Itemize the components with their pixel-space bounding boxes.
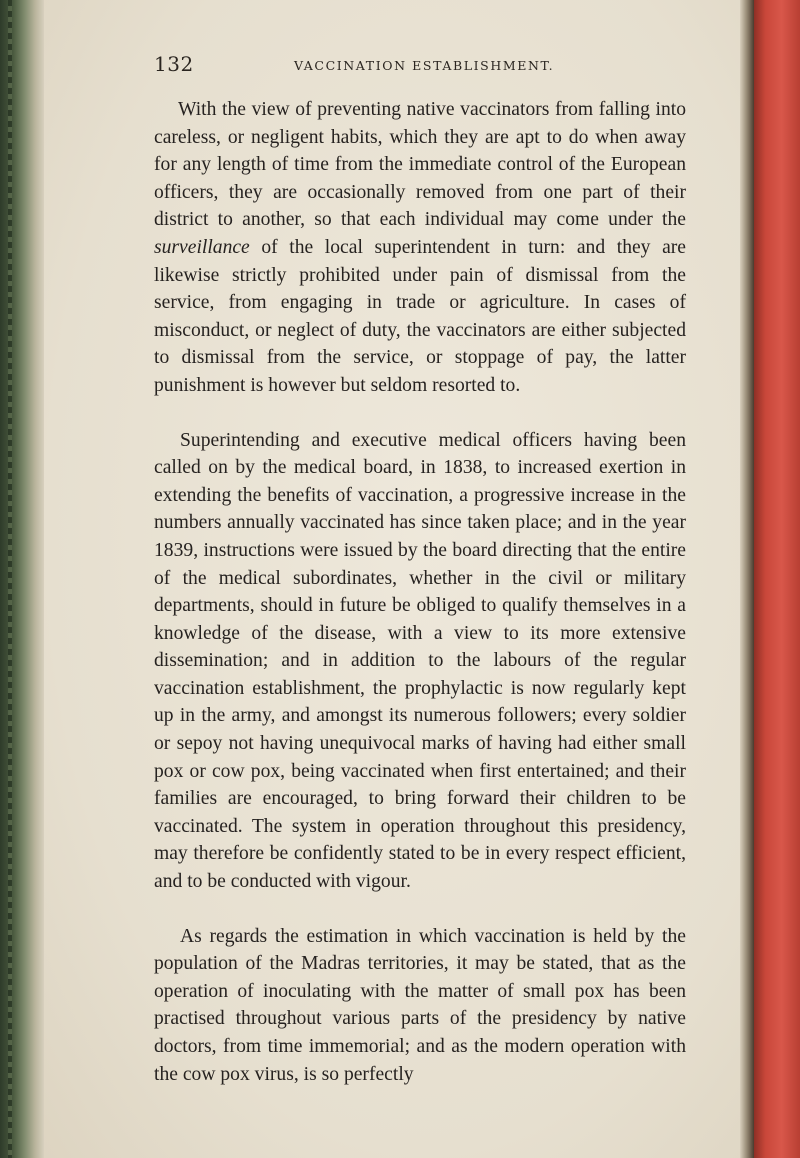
body-text bbox=[154, 96, 686, 1115]
page-number: 132 bbox=[154, 52, 194, 76]
paragraph-1 bbox=[154, 96, 686, 400]
page-header bbox=[154, 52, 674, 82]
running-head: VACCINATION ESTABLISHMENT. bbox=[294, 58, 555, 73]
book-gutter-shadow bbox=[740, 0, 754, 1158]
paragraph-2: Superintending and executive medical officers having been called on by the medical board, in 1838, to increased exertion in extending the benefits of vaccination, a progressive increase in the numbers annually vaccinated has since taken place; and in the year 1839, instructions were issued by the board directing that the entire of the medical subordinates, whether in the civil or military departments, should in future be obliged to qualify themselves in a knowledge of the disease, with a view to its more extensive dissemination; and in addition to the labours of the regular vaccination establishment, the prophylactic is now regularly kept up in the army, and amongst its numerous followers; every soldier or sepoy not having unequivocal marks of having had either small pox or cow pox, being vaccinated when first entertained; and their families are encouraged, to bring forward their children to be vaccinated. The system in operation throughout this presidency, may therefore be confidently stated to be in every respect efficient, and to be conducted with vigour. bbox=[154, 429, 686, 893]
adjacent-page-edge bbox=[0, 0, 44, 1158]
paragraph-1-text-b: of the local superintendent in turn: and they are likewise strictly prohibited under pain of dismissal from the service, from engaging in trade or agriculture. In cases of misconduct, or neglect of duty, the vaccinators are either subjected to dismissal from the service, or stoppage of pay, the latter punishment is however but seldom resorted to. bbox=[154, 236, 686, 396]
paragraph-1-text-a: With the view of preventing native vaccinators from falling into careless, or negligent habits, which they are apt to do when away for any length of time from the immediate control of the European officers, they are occasionally removed from one part of their district to another, so that each individual may come under the bbox=[154, 99, 686, 231]
paragraph-1-emphasis: surveillance bbox=[154, 236, 250, 258]
paragraph-3: As regards the estimation in which vaccination is held by the population of the Madras territories, it may be stated, that as the operation of inoculating with the matter of small pox has been practised throughout various parts of the presidency by native doctors, from time immemorial; and as the modern operation with the cow pox virus, is so perfectly bbox=[154, 925, 686, 1085]
book-cover-edge bbox=[754, 0, 800, 1158]
